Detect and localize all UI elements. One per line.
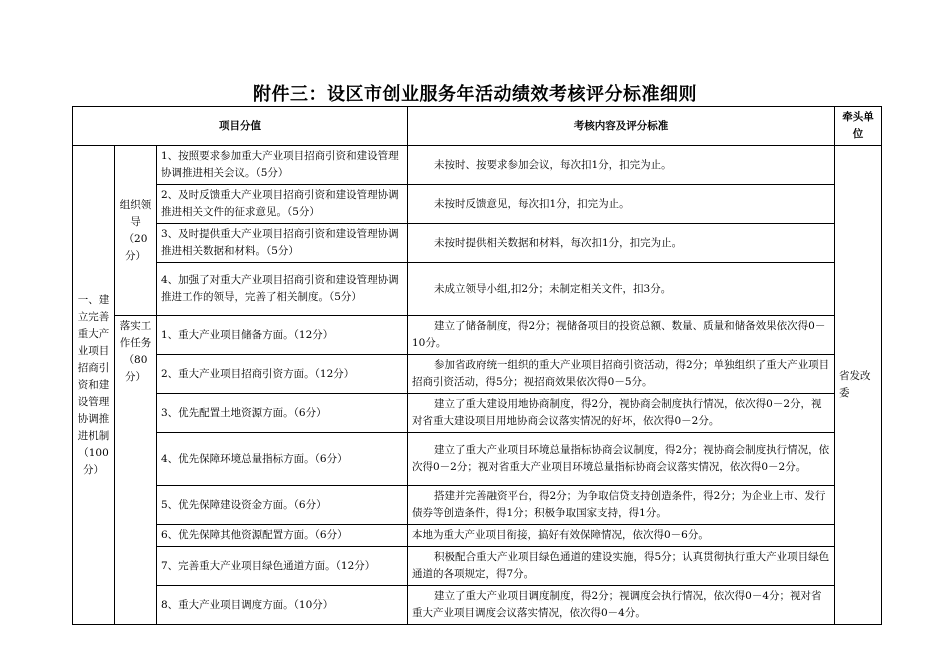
criteria-cell: 建立了储备制度，得2分；视储备项目的投资总额、数量、质量和储备效果依次得0－10分。 (408, 316, 835, 355)
criteria-cell: 建立了重大产业项目调度制度，得2分；视调度会执行情况，依次得0－4分；视对省重大产业项目调度会议落实情况，依次得0－4分。 (408, 586, 835, 625)
criteria-cell: 积极配合重大产业项目绿色通道的建设实施，得5分；认真贯彻执行重大产业项目绿色通道的各项规定，得7分。 (408, 547, 835, 586)
criteria-cell: 未按时反馈意见，每次扣1分，扣完为止。 (408, 185, 835, 224)
header-unit: 牵头单位 (835, 107, 882, 146)
table-row (73, 525, 882, 547)
item-cell: 1、重大产业项目储备方面。（12分） (157, 316, 408, 355)
criteria-cell: 本地为重大产业项目衔接，搞好有效保障情况，依次得0－6分。 (408, 525, 835, 547)
category-cell: 一、建立完善重大产业项目招商引资和建设管理协调推进机制（100分） (73, 146, 115, 625)
header-project: 项目分值 (73, 107, 408, 146)
table-row (73, 355, 882, 394)
item-cell: 4、优先保障环境总量指标方面。（6分） (157, 433, 408, 486)
table-header-row (73, 107, 882, 146)
item-cell: 7、完善重大产业项目绿色通道方面。（12分） (157, 547, 408, 586)
item-cell: 4、加强了对重大产业项目招商引资和建设管理协调推进工作的领导，完善了相关制度。（5分） (157, 263, 408, 316)
group-cell: 组织领导（20分） (115, 146, 157, 316)
header-criteria: 考核内容及评分标准 (408, 107, 835, 146)
table-row (73, 185, 882, 224)
item-cell: 3、及时提供重大产业项目招商引资和建设管理协调推进相关数据和材料。（5分） (157, 224, 408, 263)
criteria-cell: 建立了重大建设用地协商制度，得2分，视协商会制度执行情况，依次得0－2分，视对省重大建设项目用地协商会议落实情况的好坏，依次得0－2分。 (408, 394, 835, 433)
criteria-cell: 未按时提供相关数据和材料，每次扣1分，扣完为止。 (408, 224, 835, 263)
item-cell: 6、优先保障其他资源配置方面。（6分） (157, 525, 408, 547)
table-row (73, 586, 882, 625)
item-cell: 5、优先保障建设资金方面。（6分） (157, 486, 408, 525)
table-row (73, 316, 882, 355)
criteria-cell: 参加省政府统一组织的重大产业项目招商引资活动，得2分；单独组织了重大产业项目招商引资活动，得5分；视招商效果依次得0－5分。 (408, 355, 835, 394)
lead-unit-cell: 省发改委 (835, 146, 882, 625)
table-row (73, 224, 882, 263)
criteria-cell: 搭建并完善融资平台，得2分；为争取信贷支持创造条件，得2分；为企业上市、发行债券等创造条件，得1分；积极争取国家支持，得1分。 (408, 486, 835, 525)
table-row (73, 433, 882, 486)
item-cell: 8、重大产业项目调度方面。（10分） (157, 586, 408, 625)
criteria-cell: 未成立领导小组,扣2分；未制定相关文件，扣3分。 (408, 263, 835, 316)
table-row (73, 263, 882, 316)
document-title: 附件三：设区市创业服务年活动绩效考核评分标准细则 (253, 84, 697, 105)
table-row (73, 486, 882, 525)
item-cell: 2、及时反馈重大产业项目招商引资和建设管理协调推进相关文件的征求意见。（5分） (157, 185, 408, 224)
item-cell: 2、重大产业项目招商引资方面。（12分） (157, 355, 408, 394)
table-row (73, 146, 882, 185)
item-cell: 1、按照要求参加重大产业项目招商引资和建设管理协调推进相关会议。（5分） (157, 146, 408, 185)
scoring-table (72, 106, 882, 625)
criteria-cell: 建立了重大产业项目环境总量指标协商会议制度，得2分；视协商会制度执行情况，依次得0－2分；视对省重大产业项目环境总量指标协商会议落实情况，依次得0－2分。 (408, 433, 835, 486)
table-row (73, 394, 882, 433)
item-cell: 3、优先配置土地资源方面。（6分） (157, 394, 408, 433)
group-cell: 落实工作任务（80分） (115, 316, 157, 625)
table-row (73, 547, 882, 586)
criteria-cell: 未按时、按要求参加会议，每次扣1分，扣完为止。 (408, 146, 835, 185)
